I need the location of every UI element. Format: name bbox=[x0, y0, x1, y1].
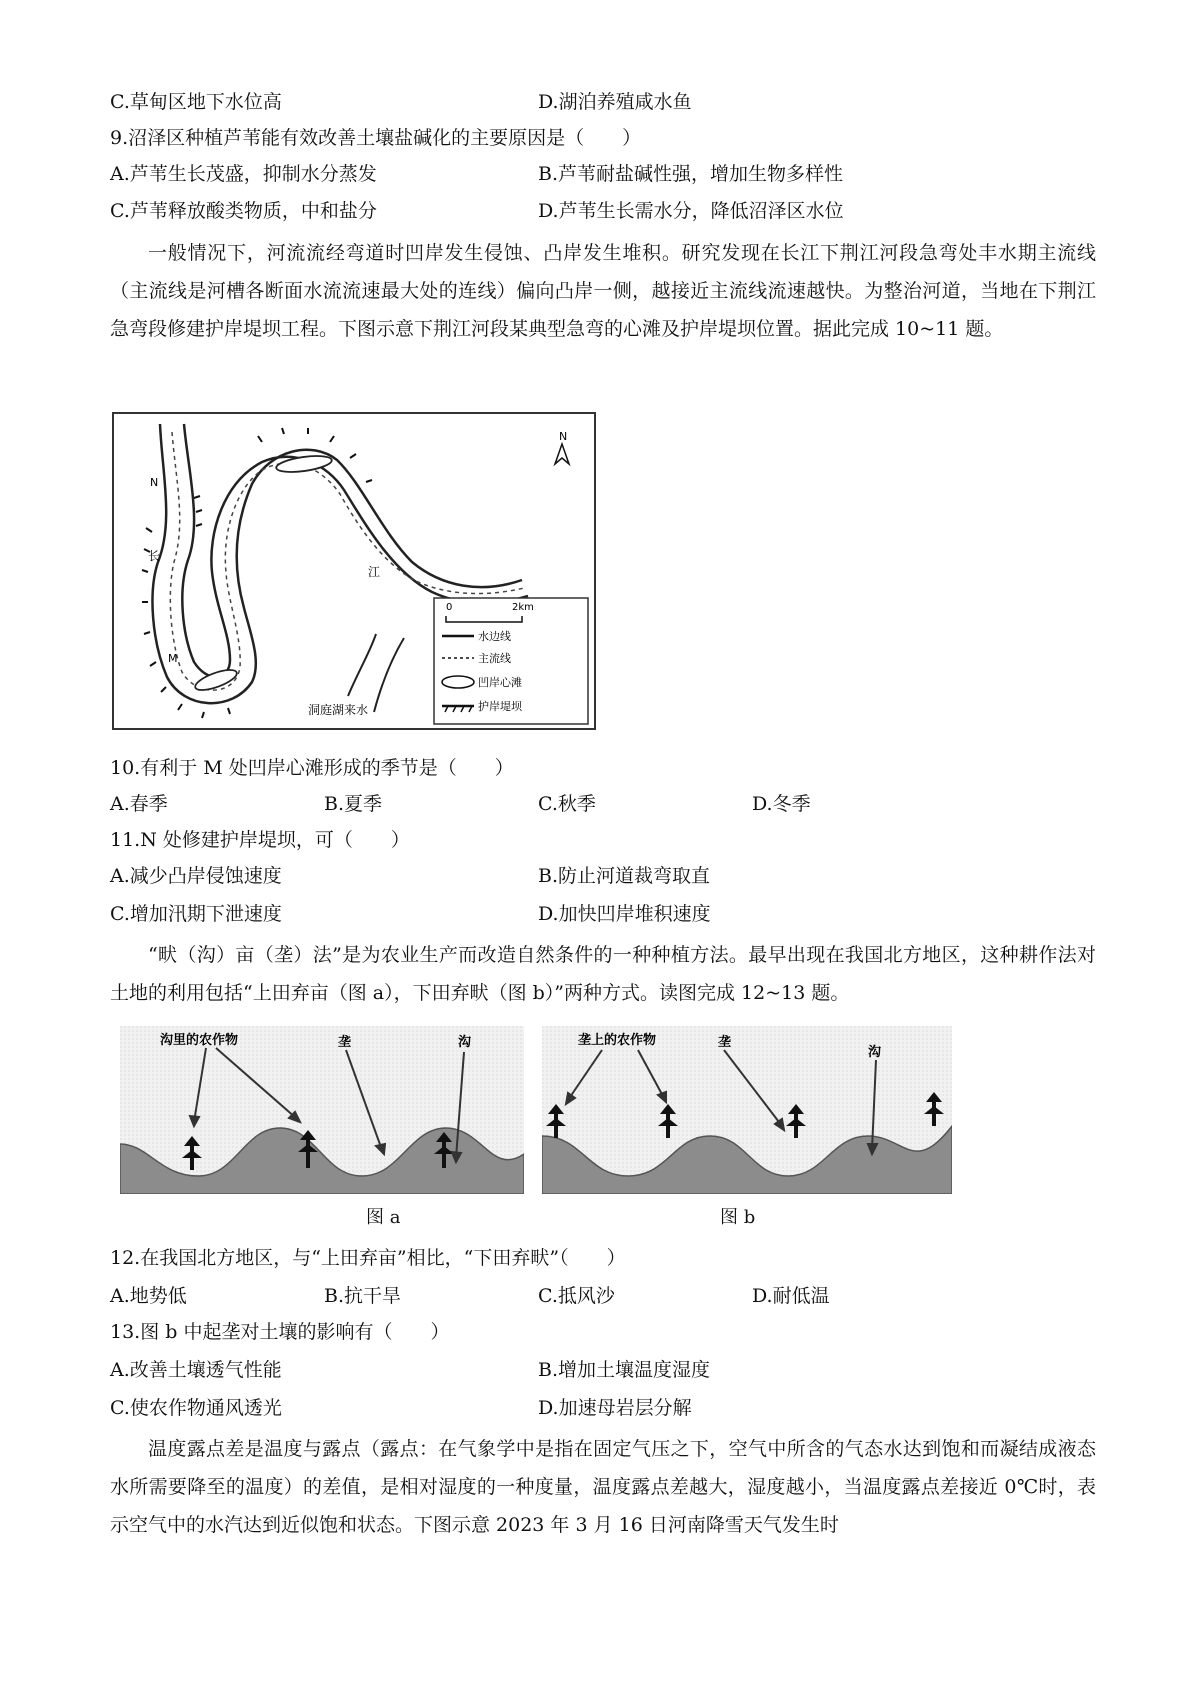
figure-b bbox=[542, 1026, 952, 1194]
label-crop-on-ridge: 垄上的农作物 bbox=[578, 1033, 657, 1048]
river-bend-map bbox=[112, 412, 596, 730]
legend-waterline: 水边线 bbox=[478, 630, 511, 643]
q13-stem: 13.图 b 中起垄对土壤的影响有（ ） bbox=[110, 1321, 450, 1343]
label-n: N bbox=[150, 476, 159, 489]
legend-mainflow: 主流线 bbox=[478, 652, 511, 665]
q11-option-a: A.减少凸岸侵蚀速度 bbox=[110, 865, 282, 887]
scale-zero: 0 bbox=[446, 602, 453, 613]
figure-a bbox=[120, 1026, 524, 1194]
legend-dam: 护岸堤坝 bbox=[478, 700, 522, 713]
q11-option-c: C.增加汛期下泄速度 bbox=[110, 903, 282, 925]
q11-option-b: B.防止河道裁弯取直 bbox=[538, 865, 711, 887]
q9-option-d: D.芦苇生长需水分，降低沼泽区水位 bbox=[538, 200, 844, 222]
figure-a-caption: 图 a bbox=[366, 1207, 401, 1228]
river-bend-map-svg bbox=[112, 412, 596, 730]
label-jiang: 江 bbox=[368, 565, 381, 579]
q8-option-c: C.草甸区地下水位高 bbox=[110, 91, 282, 113]
q13-option-c: C.使农作物通风透光 bbox=[110, 1397, 282, 1419]
q10-option-c: C.秋季 bbox=[538, 793, 596, 815]
map-legend bbox=[434, 598, 588, 724]
figure-b-svg bbox=[542, 1026, 952, 1194]
label-furrow-b: 沟 bbox=[868, 1045, 882, 1060]
q9-option-b: B.芦苇耐盐碱性强，增加生物多样性 bbox=[538, 163, 844, 185]
svg-text:N: N bbox=[559, 430, 568, 443]
q11-option-d: D.加快凹岸堆积速度 bbox=[538, 903, 711, 925]
q9-option-a: A.芦苇生长茂盛，抑制水分蒸发 bbox=[110, 163, 377, 185]
q10-option-a: A.春季 bbox=[110, 793, 168, 815]
q9-stem: 9.沼泽区种植芦苇能有效改善土壤盐碱化的主要原因是（ ） bbox=[110, 127, 642, 149]
q10-option-d: D.冬季 bbox=[752, 793, 811, 815]
q11-stem: 11.N 处修建护岸堤坝，可（ ） bbox=[110, 829, 410, 851]
label-ridge-a: 垄 bbox=[338, 1035, 352, 1050]
q9-option-c: C.芦苇释放酸类物质，中和盐分 bbox=[110, 200, 377, 222]
q13-option-a: A.改善土壤透气性能 bbox=[110, 1359, 282, 1381]
label-ridge-b: 垄 bbox=[718, 1035, 732, 1050]
label-dongting: 洞庭湖来水 bbox=[308, 703, 369, 717]
label-crop-in-furrow: 沟里的农作物 bbox=[160, 1033, 239, 1048]
legend-bar: 凹岸心滩 bbox=[478, 676, 522, 689]
label-chang: 长 bbox=[148, 549, 161, 563]
passage-dewpoint: 温度露点差是温度与露点（露点：在气象学中是指在固定气压之下，空气中所含的气态水达到饱和而凝结成液态水所需要降至的温度）的差值，是相对湿度的一种度量，温度露点差越大，湿度越小，当温度露点差接近 0℃时，表示空气中的水汽达到近似饱和状态。下图示意 2023 年 3 月 16 日河南降雪天气发生时 bbox=[110, 1438, 1096, 1536]
q12-option-c: C.抵风沙 bbox=[538, 1285, 615, 1307]
label-furrow-a: 沟 bbox=[458, 1035, 472, 1050]
q10-option-b: B.夏季 bbox=[324, 793, 383, 815]
q12-option-d: D.耐低温 bbox=[752, 1285, 830, 1307]
q13-option-d: D.加速母岩层分解 bbox=[538, 1397, 692, 1419]
figure-a-svg bbox=[120, 1026, 524, 1194]
passage-furrow-ridge: “畎（沟）亩（垄）法”是为农业生产而改造自然条件的一种种植方法。最早出现在我国北方地区，这种耕作法对土地的利用包括“上田弃亩（图 a），下田弃畎（图 b）”两种方式。读图完成 12~13 题。 bbox=[110, 944, 1096, 1004]
passage-river-bend: 一般情况下，河流流经弯道时凹岸发生侵蚀、凸岸发生堆积。研究发现在长江下荆江河段急弯处丰水期主流线（主流线是河槽各断面水流流速最大处的连线）偏向凸岸一侧，越接近主流线流速越快。为整治河道，当地在下荆江急弯段修建护岸堤坝工程。下图示意下荆江河段某典型急弯的心滩及护岸堤坝位置。据此完成 10~11 题。 bbox=[110, 242, 1096, 340]
label-m: M bbox=[168, 652, 178, 665]
q12-stem: 12.在我国北方地区，与“上田弃亩”相比，“下田弃畎”（ ） bbox=[110, 1247, 626, 1269]
q13-option-b: B.增加土壤温度湿度 bbox=[538, 1359, 711, 1381]
scale-km: 2km bbox=[512, 602, 534, 613]
q10-stem: 10.有利于 M 处凹岸心滩形成的季节是（ ） bbox=[110, 757, 514, 779]
q8-option-d: D.湖泊养殖咸水鱼 bbox=[538, 91, 692, 113]
q12-option-b: B.抗干旱 bbox=[324, 1285, 402, 1307]
figure-b-caption: 图 b bbox=[720, 1207, 756, 1228]
q12-option-a: A.地势低 bbox=[110, 1285, 187, 1307]
